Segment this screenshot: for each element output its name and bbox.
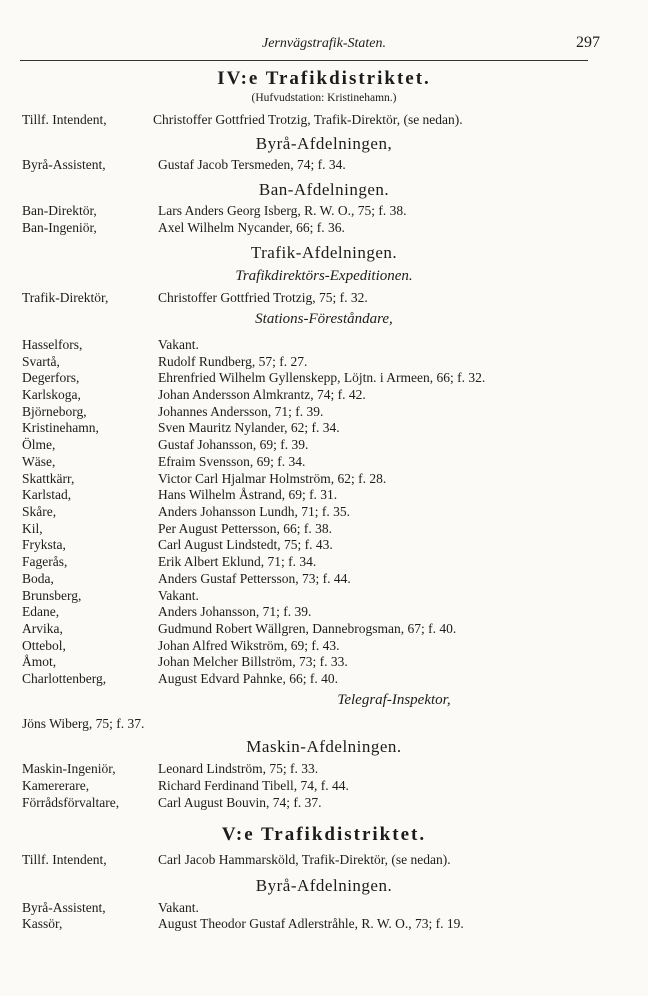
person-entry: Vakant.	[158, 337, 199, 352]
person-entry: Richard Ferdinand Tibell, 74, f. 44.	[158, 778, 349, 793]
person-entry: August Theodor Gustaf Adlerstråhle, R. W. O., 73; f. 19.	[158, 916, 464, 931]
person-entry: Erik Albert Eklund, 71; f. 34.	[158, 554, 317, 569]
role-label: Tillf. Intendent,	[22, 852, 107, 867]
station-row	[0, 487, 648, 505]
byra-row	[0, 916, 648, 934]
station-name: Arvika,	[22, 621, 63, 636]
person-entry: Hans Wilhelm Åstrand, 69; f. 31.	[158, 487, 338, 502]
station-row	[0, 604, 648, 622]
station-name: Edane,	[22, 604, 60, 619]
byra-assistent-line	[0, 157, 648, 175]
person-entry: Ehrenfried Wilhelm Gyllenskepp, Löjtn. i Armeen, 66; f. 32.	[158, 370, 486, 385]
intendent-line	[0, 112, 648, 130]
station-name: Ottebol,	[22, 638, 66, 653]
role-label: Kassör,	[22, 916, 63, 931]
section-heading: Byrå-Afdelningen,	[255, 134, 393, 153]
person-entry: Johan Alfred Wikström, 69; f. 43.	[158, 638, 340, 653]
subsection-heading: Trafikdirektörs-Expeditionen.	[235, 268, 413, 284]
person-entry: Christoffer Gottfried Trotzig, Trafik-Direktör, (se nedan).	[153, 112, 463, 127]
person-entry: Christoffer Gottfried Trotzig, 75; f. 32.	[158, 290, 368, 305]
telegraf-line	[0, 716, 648, 734]
station-name: Karlstad,	[22, 487, 72, 502]
person-entry: August Edvard Pahnke, 66; f. 40.	[158, 671, 338, 686]
station-name: Karlskoga,	[22, 387, 81, 402]
station-row	[0, 671, 648, 689]
person-entry: Gustaf Jacob Tersmeden, 74; f. 34.	[158, 157, 346, 172]
station-row	[0, 537, 648, 555]
station-name: Björneborg,	[22, 404, 87, 419]
person-entry: Johan Andersson Almkrantz, 74; f. 42.	[158, 387, 366, 402]
station-name: Charlottenberg,	[22, 671, 107, 686]
role-label: Maskin-Ingeniör,	[22, 761, 116, 776]
section-heading: Maskin-Afdelningen.	[246, 737, 402, 756]
subsection-heading: Telegraf-Inspektor,	[337, 692, 451, 708]
station-name: Ölme,	[22, 437, 56, 452]
station-row	[0, 571, 648, 589]
person-entry: Gustaf Johansson, 69; f. 39.	[158, 437, 309, 452]
person-entry: Per August Pettersson, 66; f. 38.	[158, 521, 332, 536]
role-label: Ban-Ingeniör,	[22, 220, 97, 235]
person-entry: Sven Mauritz Nylander, 62; f. 34.	[158, 420, 340, 435]
station-name: Brunsberg,	[22, 588, 82, 603]
intendent-line	[0, 852, 648, 870]
station-row	[0, 654, 648, 672]
page-number: 297	[576, 34, 600, 51]
person-entry: Johannes Andersson, 71; f. 39.	[158, 404, 324, 419]
station-name: Svartå,	[22, 354, 60, 369]
role-label: Kamererare,	[22, 778, 90, 793]
ban-row	[0, 220, 648, 238]
station-name: Degerfors,	[22, 370, 80, 385]
role-label: Trafik-Direktör,	[22, 290, 109, 305]
maskin-row	[0, 761, 648, 779]
station-name: Kil,	[22, 521, 43, 536]
role-label: Byrå-Assistent,	[22, 157, 106, 172]
district-subtitle: (Hufvudstation: Kristinehamn.)	[251, 92, 397, 104]
section-heading: Byrå-Afdelningen.	[255, 876, 393, 895]
station-row	[0, 504, 648, 522]
person-entry: Carl Jacob Hammarsköld, Trafik-Direktör, (se nedan).	[158, 852, 451, 867]
district-title: IV:e Trafikdistriktet.	[217, 68, 431, 89]
station-row	[0, 437, 648, 455]
header-rule	[20, 60, 588, 61]
station-name: Skåre,	[22, 504, 57, 519]
person-entry: Gudmund Robert Wällgren, Dannebrogsman, 67; f. 40.	[158, 621, 457, 636]
station-name: Skattkärr,	[22, 471, 75, 486]
role-label: Tillf. Intendent,	[22, 112, 107, 127]
maskin-row	[0, 778, 648, 796]
section-heading: Trafik-Afdelningen.	[250, 243, 398, 262]
station-name: Wäse,	[22, 454, 56, 469]
person-entry: Axel Wilhelm Nycander, 66; f. 36.	[158, 220, 345, 235]
person-entry: Efraim Svensson, 69; f. 34.	[158, 454, 306, 469]
person-entry: Johan Melcher Billström, 73; f. 33.	[158, 654, 348, 669]
station-row	[0, 370, 648, 388]
section-heading: Ban-Afdelningen.	[258, 180, 390, 199]
role-label: Byrå-Assistent,	[22, 900, 106, 915]
person-entry: Victor Carl Hjalmar Holmström, 62; f. 28.	[158, 471, 387, 486]
running-header-title: Jernvägstrafik-Staten.	[261, 36, 387, 51]
station-row	[0, 454, 648, 472]
person-entry: Jöns Wiberg, 75; f. 37.	[22, 716, 145, 731]
role-label: Förrådsförvaltare,	[22, 795, 120, 810]
station-row	[0, 554, 648, 572]
person-entry: Leonard Lindström, 75; f. 33.	[158, 761, 319, 776]
station-name: Fryksta,	[22, 537, 66, 552]
station-row	[0, 387, 648, 405]
subsection-heading: Stations-Föreståndare,	[255, 311, 393, 327]
person-entry: Rudolf Rundberg, 57; f. 27.	[158, 354, 308, 369]
person-entry: Carl August Bouvin, 74; f. 37.	[158, 795, 322, 810]
station-name: Fagerås,	[22, 554, 68, 569]
station-name: Hasselfors,	[22, 337, 83, 352]
person-entry: Vakant.	[158, 900, 199, 915]
role-label: Ban-Direktör,	[22, 203, 97, 218]
person-entry: Lars Anders Georg Isberg, R. W. O., 75; f. 38.	[158, 203, 407, 218]
station-row	[0, 337, 648, 355]
ban-row	[0, 203, 648, 221]
person-entry: Anders Johansson Lundh, 71; f. 35.	[158, 504, 350, 519]
person-entry: Vakant.	[158, 588, 199, 603]
trafik-direktor-line	[0, 290, 648, 308]
station-name: Åmot,	[22, 654, 57, 669]
station-row	[0, 420, 648, 438]
station-name: Boda,	[22, 571, 54, 586]
person-entry: Carl August Lindstedt, 75; f. 43.	[158, 537, 333, 552]
maskin-row	[0, 795, 648, 813]
station-row	[0, 621, 648, 639]
person-entry: Anders Gustaf Pettersson, 73; f. 44.	[158, 571, 351, 586]
station-name: Kristinehamn,	[22, 420, 99, 435]
district-title: V:e Trafikdistriktet.	[221, 824, 427, 845]
person-entry: Anders Johansson, 71; f. 39.	[158, 604, 312, 619]
